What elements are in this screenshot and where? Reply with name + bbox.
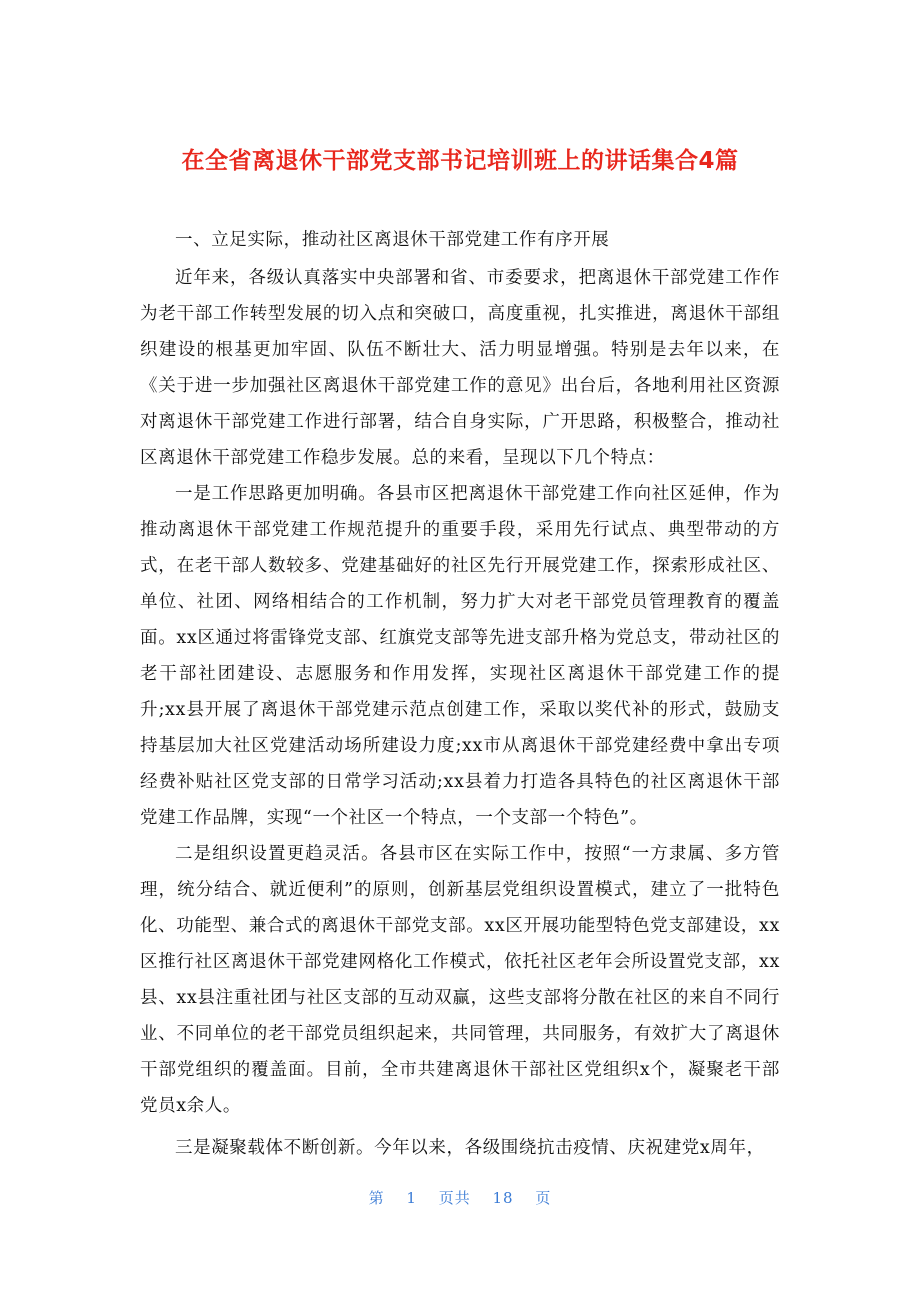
footer-suffix: 页 — [535, 1189, 552, 1207]
paragraph: 一是工作思路更加明确。各县市区把离退休干部党建工作向社区延伸，作为推动离退休干部党建工作规范提升的重要手段，采用先行试点、典型带动的方式，在老干部人数较多、党建基础好的社区先行开展党建工作，探索形成社区、单位、社团、网络相结合的工作机制，努力扩大对老干部党员管理教育的覆盖面。xx区通过将雷锋党支部、红旗党支部等先进支部升格为党总支，带动社区的老干部社团建设、志愿服务和作用发挥，实现社区离退休干部党建工作的提升;xx县开展了离退休干部党建示范点创建工作，采取以奖代补的形式，鼓励支持基层加大社区党建活动场所建设力度;xx市从离退休干部党建经费中拿出专项经费补贴社区党支部的日常学习活动;xx县着力打造各具特色的社区离退休干部党建工作品牌，实现“一个社区一个特点，一个支部一个特色”。 — [140, 484, 780, 828]
paragraph: 二是组织设置更趋灵活。各县市区在实际工作中，按照“一方隶属、多方管理，统分结合、就近便利”的原则，创新基层党组织设置模式，建立了一批特色化、功能型、兼合式的离退休干部党支部。xx区开展功能型特色党支部建设，xx区推行社区离退休干部党建网格化工作模式，依托社区老年会所设置党支部，xx县、xx县注重社团与社区支部的互动双赢，这些支部将分散在社区的来自不同行业、不同单位的老干部党员组织起来，共同管理，共同服务，有效扩大了离退休干部党组织的覆盖面。目前，全市共建离退休干部社区党组织x个，凝聚老干部党员x余人。 — [140, 844, 780, 1116]
total-pages-number: 18 — [492, 1189, 514, 1207]
footer-prefix: 第 — [368, 1189, 385, 1207]
document-title: 在全省离退休干部党支部书记培训班上的讲话集合4篇 — [181, 148, 739, 174]
page-footer — [0, 1187, 920, 1208]
document-body — [140, 222, 780, 1166]
paragraph: 近年来，各级认真落实中央部署和省、市委要求，把离退休干部党建工作作为老干部工作转型发展的切入点和突破口，高度重视，扎实推进，离退休干部组织建设的根基更加牢固、队伍不断壮大、活力明显增强。特别是去年以来，在《关于进一步加强社区离退休干部党建工作的意见》出台后，各地利用社区资源对离退休干部党建工作进行部署，结合自身实际，广开思路，积极整合，推动社区离退休干部党建工作稳步发展。总的来看，呈现以下几个特点： — [140, 268, 780, 468]
footer-mid: 页共 — [438, 1189, 471, 1207]
current-page-number: 1 — [406, 1189, 417, 1207]
section-heading: 一、立足实际，推动社区离退休干部党建工作有序开展 — [175, 230, 610, 250]
paragraph: 三是凝聚载体不断创新。今年以来，各级围绕抗击疫情、庆祝建党x周年， — [175, 1138, 765, 1158]
